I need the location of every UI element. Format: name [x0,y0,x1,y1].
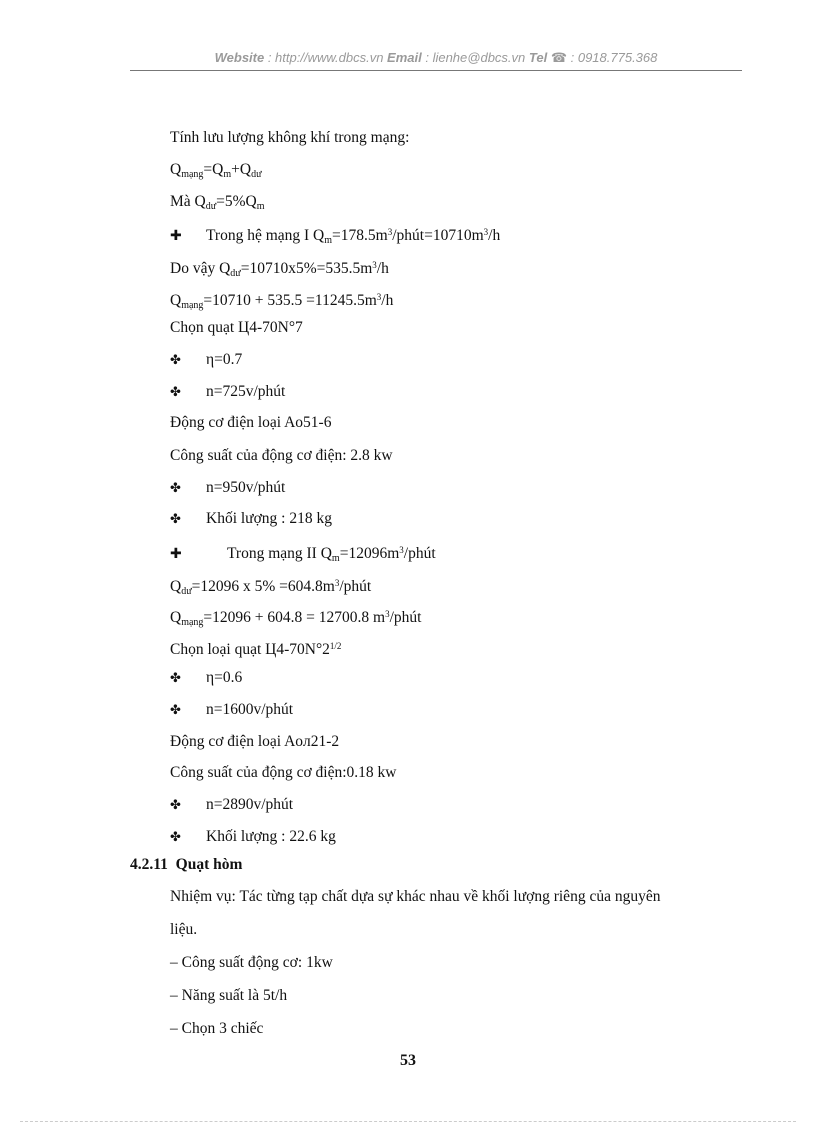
email-label: Email [387,50,422,65]
line-cong-suat-1: Công suất của động cơ điện: 2.8 kw [170,447,393,464]
line-intro: Tính lưu lượng không khí trong mạng: [170,129,410,146]
line-q-mang-formula: $Q_{mạng}=Q_m+Q_{dư}$ [170,161,262,180]
star-bullet-icon: ✤ [170,385,181,400]
line-q-mang-i: $Q_{mạng}=10710 + 535.5 =11245.5m^3/h$ [170,292,394,311]
plus-bullet-icon: ✚ [170,228,182,244]
line-n-4: ✤ n=2890v/phút [170,795,293,816]
line-dong-co-1: Động cơ điện loại Ao51-6 [170,414,332,431]
star-bullet-icon: ✤ [170,512,181,527]
page-number: 53 [400,1052,416,1069]
page-header [130,50,742,66]
list-item-nang-suat: – Năng suất là 5t/h [170,987,288,1004]
star-bullet-icon: ✤ [170,481,181,496]
tel-label: Tel [528,50,548,65]
line-do-vay: Do vậy $Q_{dư}=10710x5\%=535.5m^3/h$ [170,260,389,279]
website-value: : http://www.dbcs.vn [264,50,388,65]
line-q-du-ii: $Q_{dư}=12096$ x $5\% =604.8m^3$/phút [170,578,372,597]
line-n-2: ✤ n=950v/phút [170,478,285,499]
list-item-cong-suat: – Công suất động cơ: 1kw [170,954,333,971]
line-dong-co-2: Động cơ điện loại Aoл21-2 [170,733,340,750]
star-bullet-icon: ✤ [170,798,181,813]
header-rule [130,70,742,71]
paragraph-nhiem-vu: Nhiệm vụ: Tác từng tạp chất dựa sự khác nhau về khối lượng riêng của nguyên [170,888,661,905]
line-q-du-formula: Mà $Q_{dư}=5\%Q_m$ [170,193,265,212]
line-chon-quat-2: Chọn loại quạt $Ц4-70N^\circ 2^{1/2}$ [170,641,342,658]
bottom-rule [20,1121,796,1122]
star-bullet-icon: ✤ [170,830,181,845]
star-bullet-icon: ✤ [170,703,181,718]
line-chon-quat-1: Chọn quạt Ц4-70N°7 [170,319,303,336]
section-title: Quạt hòm [175,856,243,873]
star-bullet-icon: ✤ [170,353,181,368]
section-heading [130,856,242,874]
line-mang-i: ✚ Trong hệ mạng I $Q_m=178.5m^3/phút=10710m^3/h$ [170,227,501,246]
email-value: : lienhe@dbcs.vn [421,50,529,65]
website-label: Website [214,50,265,65]
tel-value: ☎ : 0918.775.368 [547,50,658,65]
line-eta-1: ✤ η=0.7 [170,350,242,371]
line-q-mang-ii: $Q_{mạng}=12096 + 604.8 = 12700.8$ $m^3$/phút [170,609,422,628]
line-eta-2: ✤ η=0.6 [170,668,242,689]
line-cong-suat-2: Công suất của động cơ điện:0.18 kw [170,764,397,781]
paragraph-nhiem-vu-cont: liệu. [170,921,198,938]
star-bullet-icon: ✤ [170,671,181,686]
line-khoi-luong-2: ✤ Khối lượng : 22.6 kg [170,827,336,848]
line-khoi-luong-1: ✤ Khối lượng : 218 kg [170,509,332,530]
list-item-chon: – Chọn 3 chiếc [170,1020,264,1037]
line-n-1: ✤ n=725v/phút [170,382,285,403]
plus-bullet-icon: ✚ [170,546,182,562]
line-mang-ii: ✚ Trong mạng II $Q_m=12096m^3$/phút [170,545,436,564]
section-number: 4.2.11 [130,856,168,873]
line-n-3: ✤ n=1600v/phút [170,700,293,721]
